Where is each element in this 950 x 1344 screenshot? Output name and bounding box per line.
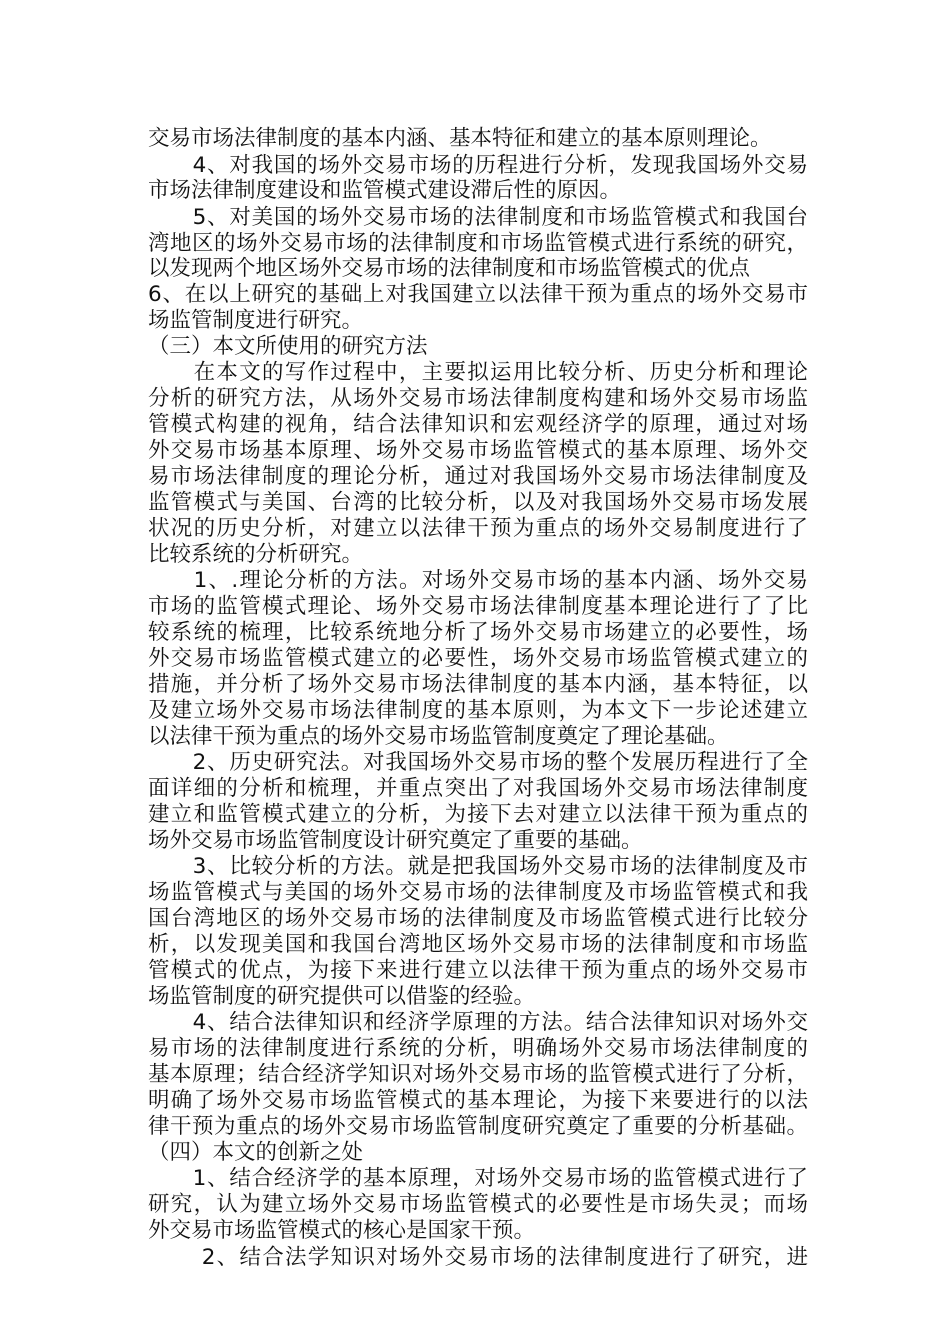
text-line: 面详细的分析和梳理，并重点突出了对我国场外交易市场法律制度 xyxy=(148,776,808,801)
text-line: 分析的研究方法，从场外交易市场法律制度构建和场外交易市场监 xyxy=(148,386,808,411)
text-line: 3、比较分析的方法。就是把我国场外交易市场的法律制度及市 xyxy=(148,854,808,879)
section-heading: （四）本文的创新之处 xyxy=(148,1140,364,1165)
text-line: 2、结合法学知识对场外交易市场的法律制度进行了研究，进 xyxy=(148,1245,808,1270)
text-line: 5、对美国的场外交易市场的法律制度和市场监管模式和我国台 xyxy=(148,205,808,230)
text-line: 市场的监管模式理论、场外交易市场法律制度基本理论进行了了比 xyxy=(148,594,808,619)
text-line: 措施，并分析了场外交易市场法律制度的基本内涵，基本特征，以 xyxy=(148,672,808,697)
text-line: 湾地区的场外交易市场的法律制度和市场监管模式进行系统的研究， xyxy=(148,231,808,256)
text-line: 较系统的梳理，比较系统地分析了场外交易市场建立的必要性，场 xyxy=(148,620,808,645)
text-line: 易市场法律制度的理论分析，通过对我国场外交易市场法律制度及 xyxy=(148,464,808,489)
text-line: 国台湾地区的场外交易市场的法律制度及市场监管模式进行比较分 xyxy=(148,906,808,931)
text-line: 6、在以上研究的基础上对我国建立以法律干预为重点的场外交易市 xyxy=(148,282,808,307)
text-line: 状况的历史分析，对建立以法律干预为重点的场外交易制度进行了 xyxy=(148,516,808,541)
text-line: 建立和监管模式建立的分析，为接下去对建立以法律干预为重点的 xyxy=(148,802,808,827)
text-line: 外交易市场监管模式的核心是国家干预。 xyxy=(148,1218,536,1243)
text-line: 外交易市场监管模式建立的必要性，场外交易市场监管模式建立的 xyxy=(148,646,808,671)
text-line: 2、历史研究法。对我国场外交易市场的整个发展历程进行了全 xyxy=(148,750,808,775)
text-line: 管模式构建的视角，结合法律知识和宏观经济学的原理，通过对场 xyxy=(148,412,808,437)
text-line: 场监管制度的研究提供可以借鉴的经验。 xyxy=(148,984,536,1009)
text-line: 易市场的法律制度进行系统的分析，明确场外交易市场法律制度的 xyxy=(148,1036,808,1061)
text-line: 以法律干预为重点的场外交易市场监管制度奠定了理论基础。 xyxy=(148,724,729,749)
text-line: 律干预为重点的场外交易市场监管制度研究奠定了重要的分析基础。 xyxy=(148,1114,808,1139)
text-line: 析，以发现美国和我国台湾地区场外交易市场的法律制度和市场监 xyxy=(148,932,808,957)
text-line: 基本原理；结合经济学知识对场外交易市场的监管模式进行了分析， xyxy=(148,1062,808,1087)
text-line: 比较系统的分析研究。 xyxy=(148,542,364,567)
text-line: 及建立场外交易市场法律制度的基本原则，为本文下一步论述建立 xyxy=(148,698,808,723)
text-line: 研究，认为建立场外交易市场监管模式的必要性是市场失灵；而场 xyxy=(148,1192,808,1217)
text-line: 4、结合法律知识和经济学原理的方法。结合法律知识对场外交 xyxy=(148,1010,808,1035)
text-line: 1、结合经济学的基本原理，对场外交易市场的监管模式进行了 xyxy=(148,1166,808,1191)
text-line: 场外交易市场监管制度设计研究奠定了重要的基础。 xyxy=(148,828,643,853)
text-line: 在本文的写作过程中，主要拟运用比较分析、历史分析和理论 xyxy=(148,360,808,385)
text-line: 市场法律制度建设和监管模式建设滞后性的原因。 xyxy=(148,178,622,203)
text-line: 以发现两个地区场外交易市场的法律制度和市场监管模式的优点 xyxy=(148,256,751,281)
text-line: 场监管模式与美国的场外交易市场的法律制度及市场监管模式和我 xyxy=(148,880,808,905)
text-line: 交易市场法律制度的基本内涵、基本特征和建立的基本原则理论。 xyxy=(148,126,772,151)
text-line: 1、.理论分析的方法。对场外交易市场的基本内涵、场外交易 xyxy=(148,568,808,593)
text-line: 外交易市场基本原理、场外交易市场监管模式的基本原理、场外交 xyxy=(148,438,808,463)
text-line: 监管模式与美国、台湾的比较分析，以及对我国场外交易市场发展 xyxy=(148,490,808,515)
text-line: 场监管制度进行研究。 xyxy=(148,308,364,333)
text-line: 管模式的优点，为接下来进行建立以法律干预为重点的场外交易市 xyxy=(148,958,808,983)
section-heading: （三）本文所使用的研究方法 xyxy=(148,334,428,359)
text-line: 明确了场外交易市场监管模式的基本理论，为接下来要进行的以法 xyxy=(148,1088,808,1113)
text-line: 4、对我国的场外交易市场的历程进行分析，发现我国场外交易 xyxy=(148,153,808,178)
